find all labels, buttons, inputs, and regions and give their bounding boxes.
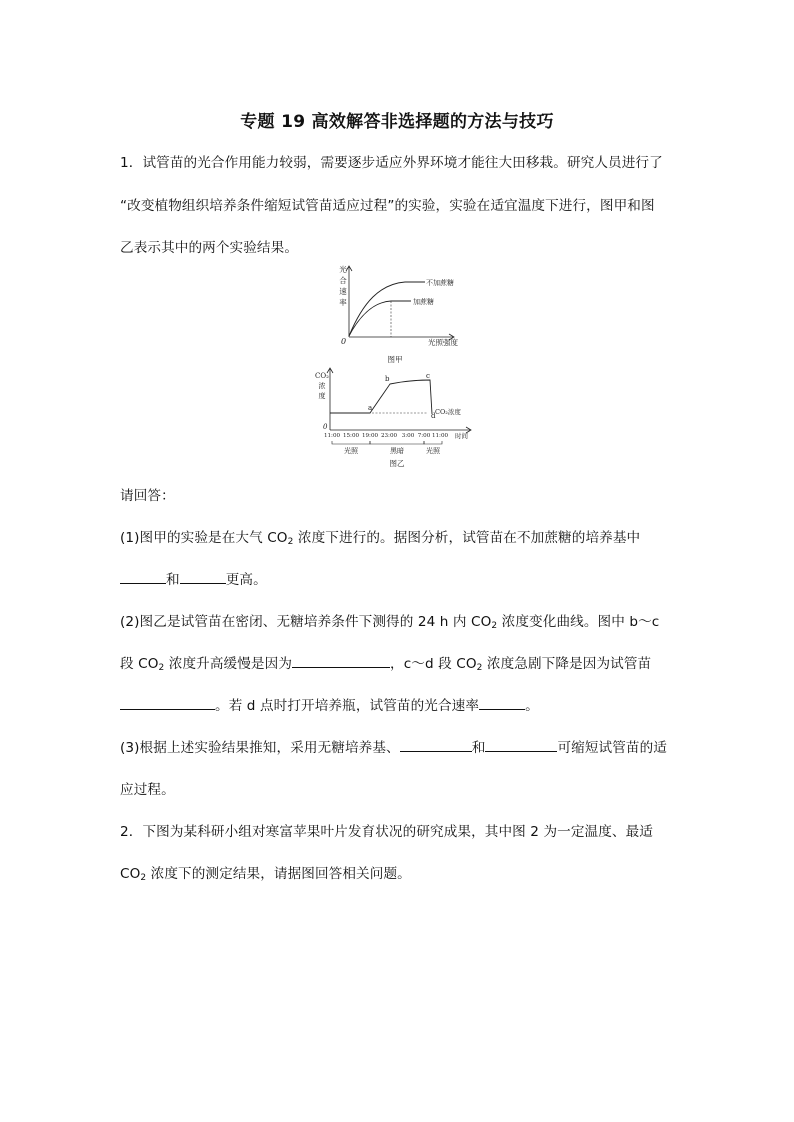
figure-b-origin: 0: [323, 423, 328, 431]
answer-blank-5[interactable]: [479, 697, 525, 710]
figure-a-caption: 图甲: [387, 355, 403, 364]
figure-b-period-3: 光照: [426, 447, 440, 455]
q1-prompt: 请回答：: [120, 488, 175, 504]
figure-b-tick-3: 19:00: [361, 433, 379, 439]
figure-b-bracket-dark: [370, 441, 424, 444]
figure-a-ylabel-2: 合: [339, 276, 347, 285]
q1-text-line-2: “改变植物组织培养条件缩短试管苗适应过程”的实验，实验在适宜温度下进行，图甲和图: [120, 198, 655, 214]
figure-b-caption: 图乙: [389, 459, 405, 468]
q1-part2-line-3: 。若 d 点时打开培养瓶，试管苗的光合速率 。: [120, 694, 539, 714]
figure-b-ylabel-2: 浓: [318, 382, 326, 390]
figure-a-curve-sucrose: [349, 301, 411, 336]
figure-b-period-1: 光照: [344, 447, 358, 455]
figure-b-point-c: c: [426, 372, 430, 380]
q1-part2-line-2: 段 $CO_2$ 浓度升高缓慢是因为 ，c～d 段 $CO_2$ 浓度急剧下降是因为试管苗: [120, 656, 652, 673]
figure-b-bracket-light-2: [424, 441, 442, 444]
q1-part3-line-1: (3)根据上述实验结果推知，采用无糖培养基、 和 可缩短试管苗的适: [120, 740, 668, 756]
figure-b: [312, 366, 484, 476]
figure-b-tick-6: 7:00: [417, 433, 431, 439]
figure-b-tick-7: 11:00: [431, 433, 449, 439]
figure-a-legend-1: 不加蔗糖: [426, 279, 454, 287]
figure-b-period-2: 黑暗: [390, 447, 404, 455]
q2-text-line-2: $CO_2$ 浓度下的测定结果，请据图回答相关问题。: [120, 866, 411, 883]
figure-b-ylabel: [315, 372, 329, 400]
answer-blank-2[interactable]: [180, 571, 226, 584]
answer-blank-1[interactable]: [120, 571, 166, 584]
page-title: 专题 19 高效解答非选择题的方法与技巧: [240, 112, 554, 132]
answer-blank-6[interactable]: [400, 739, 472, 752]
figure-b-ticks: [324, 433, 449, 439]
figure-a-origin: 0: [341, 337, 347, 346]
figure-b-point-d: d: [431, 412, 436, 420]
q1-text-line-3: 乙表示其中的两个实验结果。: [120, 240, 299, 256]
figure-b-curve: [330, 380, 432, 414]
figure-b-tick-5: 3:00: [401, 433, 415, 439]
figure-b-tick-2: 15:00: [342, 433, 360, 439]
figure-b-tick-1: 11:00: [323, 433, 341, 439]
figure-b-xlabel: 时间: [455, 432, 468, 440]
figure-a-xlabel: 光照强度: [428, 338, 458, 347]
figure-a-ylabel-1: 光: [339, 265, 347, 274]
answer-blank-4[interactable]: [120, 697, 215, 710]
q1-text-line-1: 1．试管苗的光合作用能力较弱，需要逐步适应外界环境才能往大田移栽。研究人员进行了: [120, 155, 663, 171]
answer-blank-3[interactable]: [292, 655, 390, 668]
figure-a-ylabel-3: 速: [339, 287, 347, 296]
q2-text-line-1: 2．下图为某科研小组对寒富苹果叶片发育状况的研究成果，其中图 2 为一定温度、最适: [120, 824, 654, 840]
figure-a-ylabel-4: 率: [339, 298, 347, 307]
q1-part2-line-1: (2)图乙是试管苗在密闭、无糖培养条件下测得的 24 h 内 $CO_2$ 浓度变化曲线。图中 b～c: [120, 614, 660, 631]
q1-part1-line-2: 和 更高。: [120, 568, 267, 588]
figure-b-point-b: b: [385, 375, 390, 383]
figure-b-tick-4: 23:00: [380, 433, 398, 439]
figure-a-legend-2: 加蔗糖: [413, 298, 434, 306]
q1-part1-line-1: (1)图甲的实验是在大气 $CO_2$ 浓度下进行的。据图分析，试管苗在不加蔗糖的培养基中: [120, 530, 641, 547]
figure-b-bracket-light-1: [332, 441, 370, 444]
answer-blank-7[interactable]: [485, 739, 557, 752]
figure-b-ylabel-1: CO₂: [315, 372, 329, 380]
figure-a-curve-no-sucrose: [349, 282, 425, 336]
figure-a: [325, 262, 475, 366]
figure-b-ylabel-3: 度: [318, 392, 326, 400]
figure-b-dashed-label: CO₂浓度: [435, 408, 461, 416]
q1-part3-line-2: 应过程。: [120, 782, 175, 798]
figure-b-point-a: a: [368, 404, 373, 412]
